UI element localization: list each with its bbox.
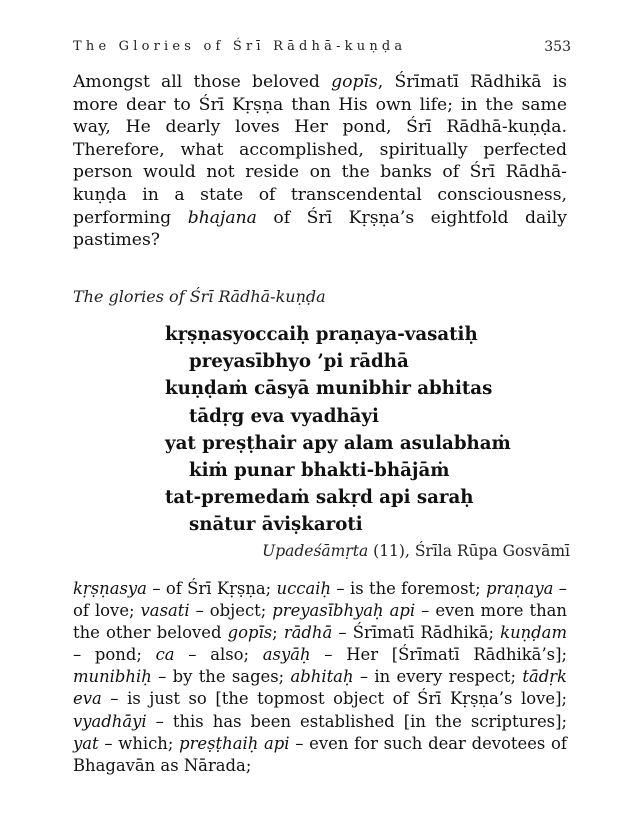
gloss-term: vyadhāyi <box>73 711 147 731</box>
intro-term-bhajana: bhajana <box>187 207 257 228</box>
verse-line: yat preṣṭhair apy alam asulabhaṁ <box>165 432 511 454</box>
gloss-definition: – even for such dear devotees of Bhagavān as Nārada; <box>73 733 567 775</box>
gloss-definition: – which; <box>98 733 180 753</box>
gloss-definition: – is just so [the topmost object of Śrī Kṛṣṇa’s love]; <box>101 689 567 709</box>
gloss-term: asyāḥ <box>262 645 311 665</box>
gloss-definition: – even more than the other beloved <box>73 601 567 643</box>
gloss-term: preṣṭhaiḥ api <box>179 733 290 753</box>
verse-line: tādṛg eva vyadhāyi <box>189 405 379 427</box>
gloss-definition: – also; <box>174 645 263 665</box>
gloss-term: praṇaya <box>485 579 554 598</box>
intro-text-1: Amongst all those beloved <box>73 72 332 92</box>
gloss-term: yat <box>73 733 99 753</box>
gloss-term: vasati <box>140 601 190 621</box>
verse-line: kiṁ punar bhakti-bhājāṁ <box>189 460 450 482</box>
gloss-definition: – of love; <box>73 579 567 621</box>
verse-line: kuṇḍaṁ cāsyā munibhir abhitas <box>165 378 493 400</box>
gloss-term: munibhiḥ <box>73 667 152 687</box>
gloss-definition: – Śrīmatī Rādhikā; <box>332 623 501 643</box>
attribution-source: (11), Śrīla Rūpa Gosvāmī <box>368 542 570 560</box>
gloss-term: gopīs <box>227 623 273 643</box>
gloss-definition: – is the foremost; <box>331 579 486 598</box>
verse-line: preyasībhyo ’pi rādhā <box>189 351 409 373</box>
attribution-work: Upadeśāmṛta <box>262 542 369 560</box>
gloss-definition: – this has been established [in the scriptures]; <box>146 711 567 731</box>
gloss-term: kṛṣṇasya <box>73 579 147 598</box>
gloss-term: uccaiḥ <box>276 579 332 598</box>
verse-attribution <box>262 542 570 560</box>
running-title: The Glories of Śrī Rādhā-kuṇḍa <box>73 39 407 54</box>
verse-line: kṛṣṇasyoccaiḥ praṇaya-vasatiḥ <box>165 324 478 345</box>
page-number: 353 <box>544 39 571 55</box>
gloss-term: preyasībhyaḥ api <box>272 601 416 621</box>
gloss-definition: – object; <box>189 601 273 621</box>
gloss-term: rādhā <box>283 623 333 643</box>
gloss-definition: – Her [Śrīmatī Rādhikā’s]; <box>310 645 567 665</box>
gloss-term: kuṇḍam <box>500 623 567 643</box>
intro-text-3: of Śrī Kṛṣṇa’s eightfold daily pastimes? <box>73 207 567 251</box>
gloss-definition: – of Śrī Kṛṣṇa; <box>146 579 277 598</box>
intro-paragraph <box>73 71 567 252</box>
intro-text-2: , Śrīmatī Rādhikā is more dear to Śrī Kṛṣṇa than His own life; in the same way, He dearly loves Her pond, Śrī Rādhā-kuṇḍa. Therefore, what accomplished, spiritually perfected person would not reside on the banks of Śrī Rādhā-kuṇḍa in a state of transcendental consciousness, performing <box>73 72 568 228</box>
section-subheading: The glories of Śrī Rādhā-kuṇḍa <box>73 287 326 306</box>
gloss-term: ca <box>155 645 175 665</box>
intro-term-gopis: gopīs <box>331 72 378 92</box>
gloss-definition: – by the sages; <box>151 667 291 687</box>
gloss-definition: ; <box>272 623 284 643</box>
gloss-term: abhitaḥ <box>290 667 354 687</box>
gloss-definition: – in every respect; <box>353 667 523 687</box>
gloss-term: tādṛk eva <box>73 667 567 709</box>
word-glossary <box>73 578 567 777</box>
running-header <box>73 39 571 55</box>
gloss-definition: – pond; <box>73 645 156 665</box>
sanskrit-verse <box>165 321 511 539</box>
verse-line: tat-premedaṁ sakṛd api saraḥ <box>165 487 474 509</box>
verse-line: snātur āviṣkaroti <box>189 514 363 536</box>
